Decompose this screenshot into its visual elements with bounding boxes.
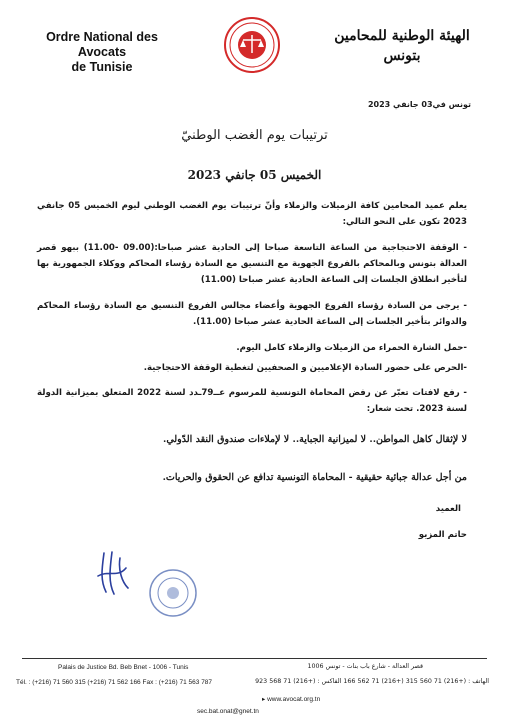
footer-ar-address: قصر العدالة - شارع باب بنات - تونس 1006 (307, 663, 423, 670)
paragraph-media: -الحرص على حضور السادة الإعلاميين و الصحفيين لتغطية الوقفة الاحتجاجية. (143, 363, 467, 373)
header-ar-line2: بتونس (383, 48, 421, 64)
footer-email[interactable]: sec.bat.onat@gnet.tn (197, 708, 259, 715)
footer-ar-phone: الهاتف : (+216) 71 560 315 (+216) 71 562 166 الفاكس : (+216) 71 568 923 (255, 678, 489, 685)
official-stamp-icon (148, 568, 198, 618)
paragraph-protest: - الوقفة الاحتجاجية من الساعة التاسعة صباحا إلى الحادية عشر صباحا:(09.00 -11.00) ببهو قصر العدالة بتونس وبالمحاكم بالفروع الجهوية مع التنسيق مع السادة رؤساء المحاكم ووكلاء الجمهورية بها لتأخير انطلاق الجلسات إلى الساعة الحادية عشر صباحا (11.00) (37, 243, 467, 285)
signatory-name: حاتم المزيو (418, 530, 467, 540)
document-date: تونس في03 جانفي 2023 (367, 100, 471, 109)
paragraph-intro: يعلم عميد المحامين كافة الزميلات والزملاء وأنّ ترتيبات يوم الغضب الوطني ليوم الخميس 05 جانفي 2023 تكون على النحو التالي: (37, 201, 467, 227)
header-ar (317, 26, 487, 66)
footer-website[interactable] (262, 695, 320, 703)
footer-website-text: www.avocat.org.tn (267, 696, 321, 703)
header-fr-line2: de Tunisie (71, 60, 133, 74)
footer-fr-phone: Tél. : (+216) 71 560 315 (+216) 71 562 166 Fax : (+216) 71 563 787 (16, 679, 213, 686)
handwritten-signature-icon (92, 548, 132, 598)
website-icon: ▸ (262, 696, 266, 703)
signatory-role: العميد (435, 504, 461, 514)
footer-divider (22, 658, 487, 659)
header-fr (22, 30, 182, 75)
slogan-1: لا لإثقال كاهل المواطن.. لا لميزانية الجباية.. لا لإملاءات صندوق النقد الدّولي. (163, 434, 467, 445)
paragraph-red-badge: -حمل الشارة الحمراء من الزميلات والزملاء كامل اليوم. (236, 343, 467, 353)
footer-fr-address: Palais de Justice Bd. Beb Bnet - 1006 - Tunis (58, 664, 189, 671)
paragraph-banners: - رفع لافتات تعبّر عن رفض المحاماة التونسية للمرسوم عــ79ـدد لسنة 2022 المتعلق بميزانية الدولة لسنة 2023. تحت شعار: (37, 388, 467, 414)
paragraph-coordination: - يرجى من السادة رؤساء الفروع الجهوية وأعضاء مجالس الفروع التنسيق مع السادة رؤساء المحاكم والدوائر بتأخير الجلسات إلى الساعة الحادية عشر صباحا (11.00). (37, 301, 467, 327)
header-ar-line1: الهيئة الوطنية للمحامين (334, 28, 470, 44)
slogan-2: من أجل عدالة جبائية حقيقية - المحاماة التونسية تدافع عن الحقوق والحريات. (162, 472, 467, 483)
document-title: ترتيبات يوم الغضب الوطنيّ (181, 128, 328, 143)
bar-association-seal-icon (223, 16, 281, 74)
document-subtitle: الخميس 05 جانفي 2023 (187, 168, 322, 182)
header-fr-line1: Ordre National des Avocats (46, 30, 158, 59)
